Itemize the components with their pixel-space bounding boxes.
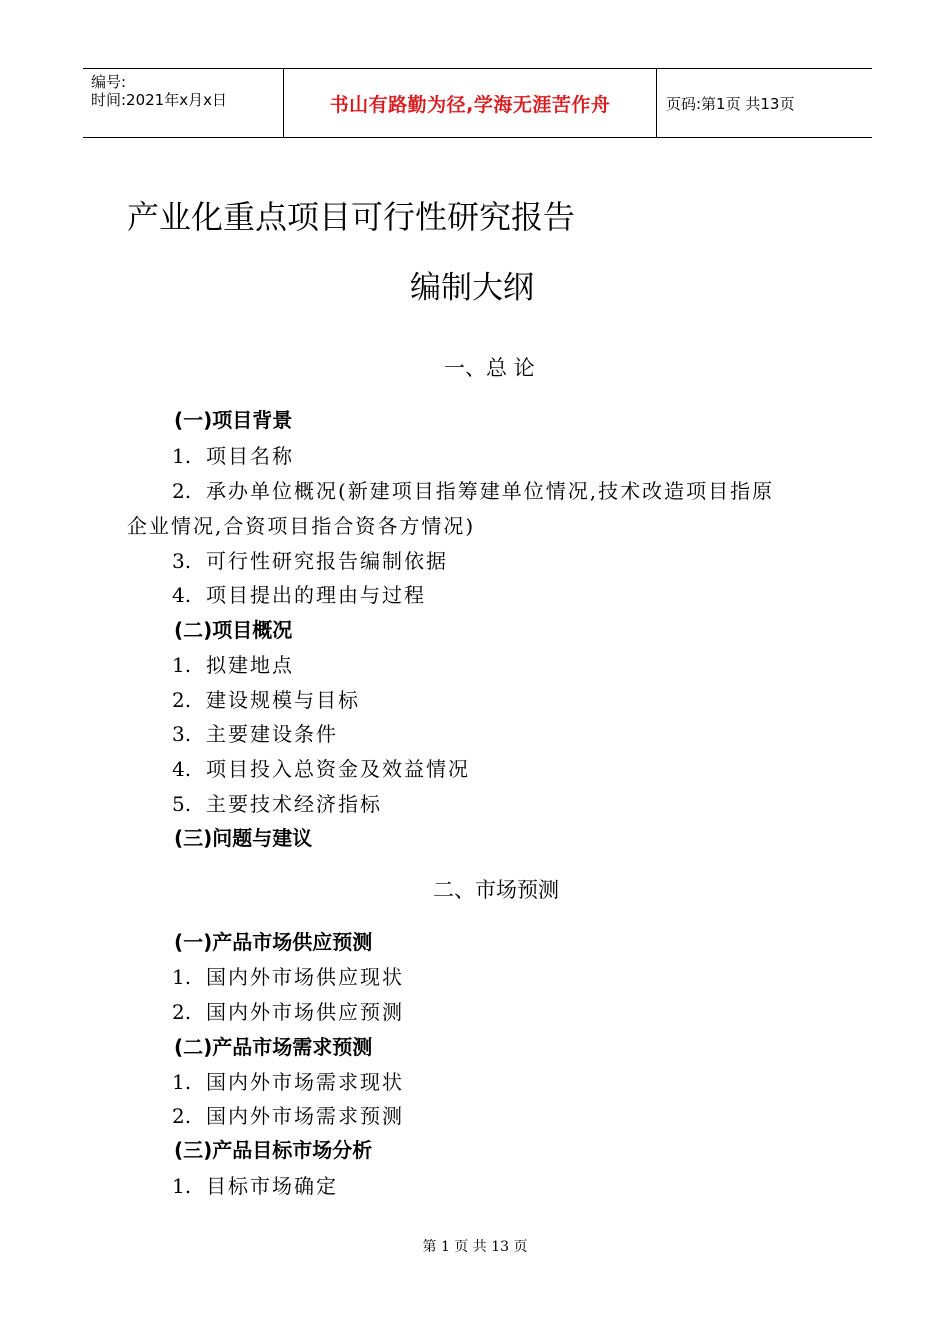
list-item-text: 国内外市场需求预测	[206, 1104, 404, 1128]
list-item-number: 1.	[172, 1174, 192, 1198]
list-item	[172, 961, 404, 990]
subsection-heading: (一)产品市场供应预测	[174, 930, 373, 954]
list-item-text: 可行性研究报告编制依据	[206, 549, 448, 573]
list-item	[172, 1066, 404, 1095]
list-item	[172, 579, 426, 608]
subsection-heading: (二)产品市场需求预测	[174, 1035, 373, 1059]
list-item-number: 2.	[172, 688, 192, 712]
list-item-number: 1.	[172, 653, 192, 677]
page-footer: 第 1 页 共 13 页	[422, 1239, 528, 1255]
subsection-heading: (二)项目概况	[174, 618, 293, 642]
list-item	[172, 649, 294, 678]
list-item-number: 1.	[172, 965, 192, 989]
list-item	[172, 1170, 338, 1199]
document-number-label: 编号:	[91, 73, 127, 91]
list-item-text: 国内外市场供应预测	[206, 1000, 404, 1024]
list-item	[172, 996, 404, 1025]
list-item-text: 国内外市场需求现状	[206, 1070, 404, 1094]
list-item	[172, 788, 382, 817]
list-item-text: 项目名称	[206, 444, 294, 468]
list-item-continuation: 企业情况,合资项目指合资各方情况)	[127, 514, 476, 538]
list-item-text: 承办单位概况(新建项目指筹建单位情况,技术改造项目指原	[206, 479, 775, 503]
header-center-cell	[283, 69, 657, 137]
list-item-text: 主要建设条件	[206, 722, 338, 746]
list-item-text: 主要技术经济指标	[206, 792, 382, 816]
list-item-number: 2.	[172, 1104, 192, 1128]
list-item-text: 目标市场确定	[206, 1174, 338, 1198]
section-heading: 一、总 论	[444, 356, 535, 380]
list-item-number: 2.	[172, 479, 192, 503]
header-motto: 书山有路勤为径,学海无涯苦作舟	[329, 93, 611, 116]
list-item-number: 3.	[172, 549, 192, 573]
list-item	[172, 545, 448, 574]
header-right-cell	[656, 69, 872, 137]
list-item-text: 拟建地点	[206, 653, 294, 677]
list-item-number: 1.	[172, 444, 192, 468]
list-item-number: 2.	[172, 1000, 192, 1024]
list-item-text: 项目投入总资金及效益情况	[206, 757, 470, 781]
list-item	[172, 718, 338, 747]
document-title: 产业化重点项目可行性研究报告	[127, 198, 576, 236]
list-item-text: 建设规模与目标	[206, 688, 360, 712]
section-heading: 二、市场预测	[433, 878, 559, 902]
page-header	[83, 68, 872, 138]
header-page-info: 页码:第1页 共13页	[666, 94, 795, 113]
list-item-text: 国内外市场供应现状	[206, 965, 404, 989]
subsection-heading: (三)问题与建议	[174, 826, 313, 850]
list-item	[172, 1100, 404, 1129]
list-item-number: 4.	[172, 757, 192, 781]
list-item	[172, 475, 774, 504]
document-time-label: 时间:2021年x月x日	[91, 91, 227, 109]
subsection-heading: (三)产品目标市场分析	[174, 1138, 373, 1162]
list-item-number: 3.	[172, 722, 192, 746]
list-item-text: 项目提出的理由与过程	[206, 583, 426, 607]
list-item-number: 4.	[172, 583, 192, 607]
header-left-cell	[83, 69, 283, 137]
list-item	[172, 440, 294, 469]
document-subtitle: 编制大纲	[410, 270, 534, 306]
list-item-number: 1.	[172, 1070, 192, 1094]
list-item	[172, 753, 470, 782]
subsection-heading: (一)项目背景	[174, 408, 293, 432]
list-item-number: 5.	[172, 792, 192, 816]
list-item	[172, 684, 360, 713]
